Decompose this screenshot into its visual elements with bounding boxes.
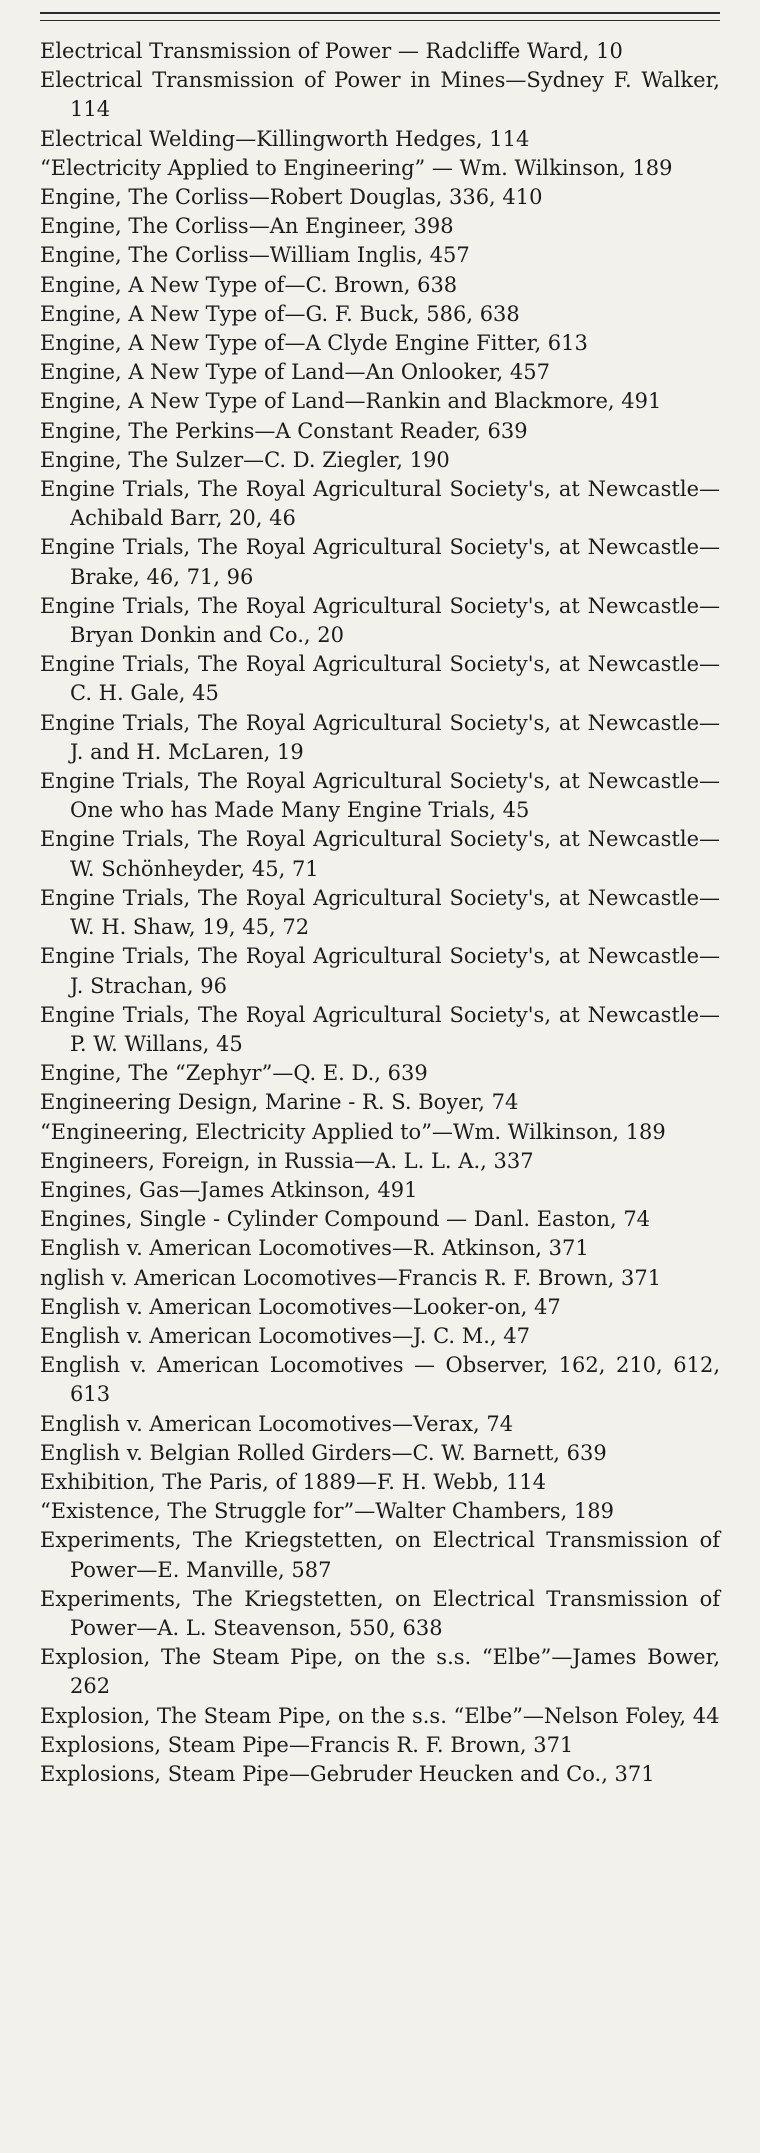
top-rule	[40, 12, 720, 14]
index-entry: Engine Trials, The Royal Agricultural Society's, at Newcastle—J. Strachan, 96	[40, 944, 720, 998]
index-entry: Engine Trials, The Royal Agricultural Society's, at Newcastle—Brake, 46, 71, 96	[40, 535, 720, 589]
index-entry: Engine Trials, The Royal Agricultural Society's, at Newcastle—W. Schönheyder, 45, 71	[40, 827, 720, 881]
index-entry: Electrical Welding—Killingworth Hedges, 114	[40, 126, 530, 151]
index-entry: Engine, The Sulzer—C. D. Ziegler, 190	[40, 447, 450, 472]
index-entry: nglish v. American Locomotives—Francis R. F. Brown, 371	[40, 1265, 662, 1290]
index-entry: Engine, A New Type of Land—Rankin and Blackmore, 491	[40, 389, 662, 414]
index-entry: Engine Trials, The Royal Agricultural Society's, at Newcastle—Bryan Donkin and Co., 20	[40, 593, 720, 648]
index-entry: English v. American Locomotives—J. C. M., 47	[40, 1323, 531, 1348]
index-entry: Engine Trials, The Royal Agricultural Society's, at Newcastle—W. H. Shaw, 19, 45, 72	[40, 885, 720, 940]
index-entry: English v. Belgian Rolled Girders—C. W. Barnett, 639	[40, 1440, 607, 1465]
index-entry: “Existence, The Struggle for”—Walter Chambers, 189	[40, 1499, 614, 1524]
index-page	[0, 12, 760, 2153]
index-entry: Engine Trials, The Royal Agricultural Society's, at Newcastle—One who has Made Many Engine Trials, 45	[40, 769, 720, 823]
index-entry: English v. American Locomotives — Observer, 162, 210, 612, 613	[40, 1353, 720, 1407]
index-entry: Engine, The Corliss—An Engineer, 398	[40, 214, 454, 239]
index-entry: “Engineering, Electricity Applied to”—Wm. Wilkinson, 189	[40, 1119, 666, 1144]
index-entry: Engine, The Perkins—A Constant Reader, 639	[40, 418, 528, 443]
index-entry: Electrical Transmission of Power — Radcliffe Ward, 10	[40, 39, 623, 63]
index-entry: English v. American Locomotives—Looker-on, 47	[40, 1294, 561, 1319]
top-rule-thin	[40, 20, 720, 21]
index-entry: Explosion, The Steam Pipe, on the s.s. “Elbe”—James Bower, 262	[40, 1645, 720, 1699]
index-entry: Experiments, The Kriegstetten, on Electrical Transmission of Power—E. Manville, 587	[40, 1528, 720, 1582]
index-entry: Explosions, Steam Pipe—Francis R. F. Brown, 371	[40, 1732, 574, 1757]
index-entry: “Electricity Applied to Engineering” — Wm. Wilkinson, 189	[40, 155, 673, 180]
index-entry: Engine, The Corliss—William Inglis, 457	[40, 243, 470, 268]
index-entry: Engine Trials, The Royal Agricultural Society's, at Newcastle—P. W. Willans, 45	[40, 1002, 720, 1056]
index-entry: Electrical Transmission of Power in Mines—Sydney F. Walker, 114	[40, 68, 720, 122]
index-entry: Engineering Design, Marine - R. S. Boyer, 74	[40, 1090, 519, 1115]
index-entry: Engine Trials, The Royal Agricultural Society's, at Newcastle—C. H. Gale, 45	[40, 652, 720, 706]
index-entry: Engine Trials, The Royal Agricultural Society's, at Newcastle—J. and H. McLaren, 19	[40, 710, 720, 764]
index-entry: Exhibition, The Paris, of 1889—F. H. Webb, 114	[40, 1469, 546, 1494]
index-entry: Explosions, Steam Pipe—Gebruder Heucken and Co., 371	[40, 1761, 655, 1786]
index-entry: English v. American Locomotives—Verax, 74	[40, 1411, 514, 1436]
index-entry: Engine, A New Type of Land—An Onlooker, 457	[40, 360, 550, 385]
index-entry-list	[40, 37, 720, 1789]
index-entry: Engine, A New Type of—C. Brown, 638	[40, 272, 458, 297]
index-entry: English v. American Locomotives—R. Atkinson, 371	[40, 1236, 589, 1261]
index-entry: Engines, Single - Cylinder Compound — Danl. Easton, 74	[40, 1207, 651, 1232]
index-entry: Engine Trials, The Royal Agricultural Society's, at Newcastle—Achibald Barr, 20, 46	[40, 477, 720, 531]
index-entry: Engine, A New Type of—G. F. Buck, 586, 638	[40, 301, 520, 326]
index-entry: Engines, Gas—James Atkinson, 491	[40, 1177, 418, 1202]
index-entry: Experiments, The Kriegstetten, on Electrical Transmission of Power—A. L. Steavenson, 550, 638	[40, 1586, 720, 1640]
index-entry: Engine, The Corliss—Robert Douglas, 336, 410	[40, 185, 543, 210]
index-entry: Engine, A New Type of—A Clyde Engine Fitter, 613	[40, 331, 588, 356]
index-entry: Engine, The “Zephyr”—Q. E. D., 639	[40, 1061, 428, 1086]
index-entry: Engineers, Foreign, in Russia—A. L. L. A., 337	[40, 1148, 534, 1173]
index-entry: Explosion, The Steam Pipe, on the s.s. “Elbe”—Nelson Foley, 44	[40, 1703, 720, 1728]
